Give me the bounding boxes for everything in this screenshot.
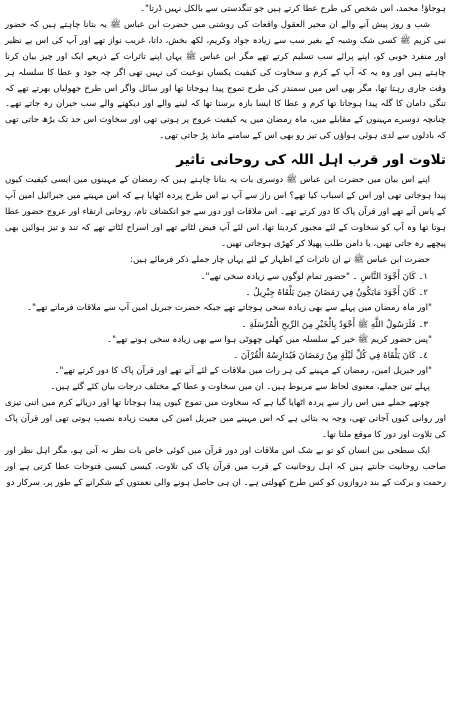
arabic-sentence-1: ١۔ كَانَ أَجْوَدَ النَّاسِ ۔ "حضور تمام لوگوں سے زیادہ سخی تھے"۔ — [200, 271, 428, 282]
paragraph-four-sentences-intro: حضرت ابن عباس ﷺ نے ان تاثرات کے اظہار کے لئے یہاں چار جملے ذکر فرمائے ہیں: — [130, 254, 430, 265]
paragraph-spiritual-closing: ایک سطحی بین انسان کو تو بے شک اس ملاقات اور دور قرآن میں کوئی خاص بات نظر نہ آتی ہو، مگر اہل نظر اور صاحب روحانیت جانتے ہیں کہ اہل روحانیت کے قرب میں قرآن پاک کی تلاوت، کیسی کیسی فتوحات عطا کرتی ہے اور رحمت و برکت کے بند دروازوں کو کس طرح کھولتی ہے۔ ان ہی حاصل ہونے والی نعمتوں کے شکرانے کے طور پر، سرکار دو — [5, 445, 446, 488]
arabic-sentence-2: ٢۔ كَانَ أَجْوَدَ مَايَكُونُ فِي رَمَضَانَ حِينَ يَلْقَاهُ جِبْرِيلُ ۔ — [245, 287, 428, 298]
paragraph-first-three: پہلے تین جملے، معنوی لحاظ سے مربوط ہیں۔ ان میں سخاوت و عطا کے مختلف درجات بیان کئے گئے ہیں۔ — [50, 382, 430, 393]
translation-sentence-2: "اور ماہ رمضان میں پہلے سے بھی زیادہ سخی ہوجاتے تھے جبکہ حضرت جبریل امین آپ سے ملاقات فرماتے تھے"۔ — [27, 302, 432, 313]
paragraph-fourth-sentence: چوتھے جملے میں اس راز سے پردہ اٹھایا گیا ہے کہ سخاوت میں تموج کیوں پیدا ہوجاتا تھا اور دریائے کرم میں اتنی تیزی اور روانی کیوں آجاتی تھی، وجہ یہ بتائی ہے کہ اس مہینے میں جبریل امین کی معیت زیادہ نصیب ہوتی تھی اور قرآن پاک کی تلاوت اور دور کا موقع ملتا تھا۔ — [5, 398, 446, 441]
arabic-sentence-3: ٣۔ فَلَرَسُولُ اللَّهِ ﷺ أَجْوَدُ بِالْخَيْرِ مِنَ الرِّيحِ الْمُرْسَلَةِ ۔ — [241, 319, 428, 330]
section-heading: تلاوت اور قرب اہل اللہ کی روحانی تاثیر — [176, 152, 446, 169]
paragraph-ramadan-reason: اپنے اس بیان میں حضرت ابن عباس ﷺ دوسری بات یہ بتانا چاہتے ہیں کہ رمضان کے مہینوں میں ایسی کیفیت کیوں پیدا ہوجاتی تھی اور اس کے اسباب کیا تھے؟ اس راز سے آپ نے اس طرح پردہ اٹھایا ہے کہ اس مہینے میں جبرائیل امین آپ کے پاس آتے تھے اور قرآن پاک کا دور کرتے تھے۔ اس ملاقات اور دور سے جو انکشاف تام، روحانی ارتقاء اور عروج حضور عطا ہوتا تھا وہ آپ کو سخاوت کے لئے مجبور کردیتا تھا، اس لئے آپ فیض لٹاتے تھے اور اسراح لٹاتے تھے کہ تند و تیز ہوائیں بھی پیچھے رہ جاتی تھیں، یا دامن طلب پھیلا کر کھڑی ہوجاتی تھیں۔ — [5, 175, 446, 249]
translation-sentence-4: "اور جبریل امین، رمضان کے مہینے کی ہر رات میں ملاقات کے لئے آتے تھے اور قرآن پاک کا دور کرتے تھے"۔ — [54, 366, 432, 377]
arabic-sentence-4: ٤۔ كَانَ يَلْقَاهُ فِي كُلِّ لَيْلَةٍ مِنْ رَمَضَانَ فَيُدَارِسُهُ الْقُرْآنَ ۔ — [233, 351, 428, 362]
translation-sentence-3: "پس حضور کریم ﷺ خیر کے سلسلہ میں کھلی چھوٹی ہوا سے بھی زیادہ سخی ہوتے تھے"۔ — [107, 334, 432, 345]
paragraph-opening: ہوجاؤ! محمد، اس شخص کی طرح عطا کرتے ہیں جو تنگدستی سے بالکل نہیں ڈرتا"۔ — [139, 4, 446, 14]
paragraph-generosity: شب و روز پیش آنے والے ان محیر العقول واقعات کی روشنی میں حضرت ابن عباس ﷺ یہ بتانا چاہتے ہیں کہ حضور نبی کریم ﷺ کسی شک وشبہ کے بغیر سب سے زیادہ جواد وکریم، لکھ بخش، داتا، غریب نواز تھے اور آپ کی اس بے نظیر اور منفرد خوبی کو، اپنے پرائے سب تسلیم کرتے تھے مگر ابن عباس ﷺ یہاں اپنے تاثرات کے ذریعے ایک اور چیز بیان کرنا چاہتے ہیں اور وہ یہ کہ آپ کے کرم و سخاوت کی کیفیت یکساں نوعیت کی نہیں تھی اگر چہ جود و عطا کا سلسلہ ہر وقت جاری رہتا تھا، مگر بھی اس میں سمندر کی طرح تموج پیدا ہوجاتا تھا اور سائل واگر اس طرح جھولیاں بھرتے تھے کہ تنگی دامان کا گلہ پیدا ہوجاتا تھا کرم و عطا کا ایسا بازہ برستا تھا کہ لینے والے اور دیکھنے والے سب حیران رہ جاتے تھے۔ چنانچہ دوسرے مہینوں کے مقابلے میں، ماہ رمضان میں یہ کیفیت عروج پر ہوتی تھی اور سخاوت اس حد تک بڑھ جاتی تھی کہ بادلوں سے لدی ہوئی ہواؤں کی تیز رو بھی اس کے سامنے ماند پڑ جاتی تھی۔ — [5, 19, 446, 142]
